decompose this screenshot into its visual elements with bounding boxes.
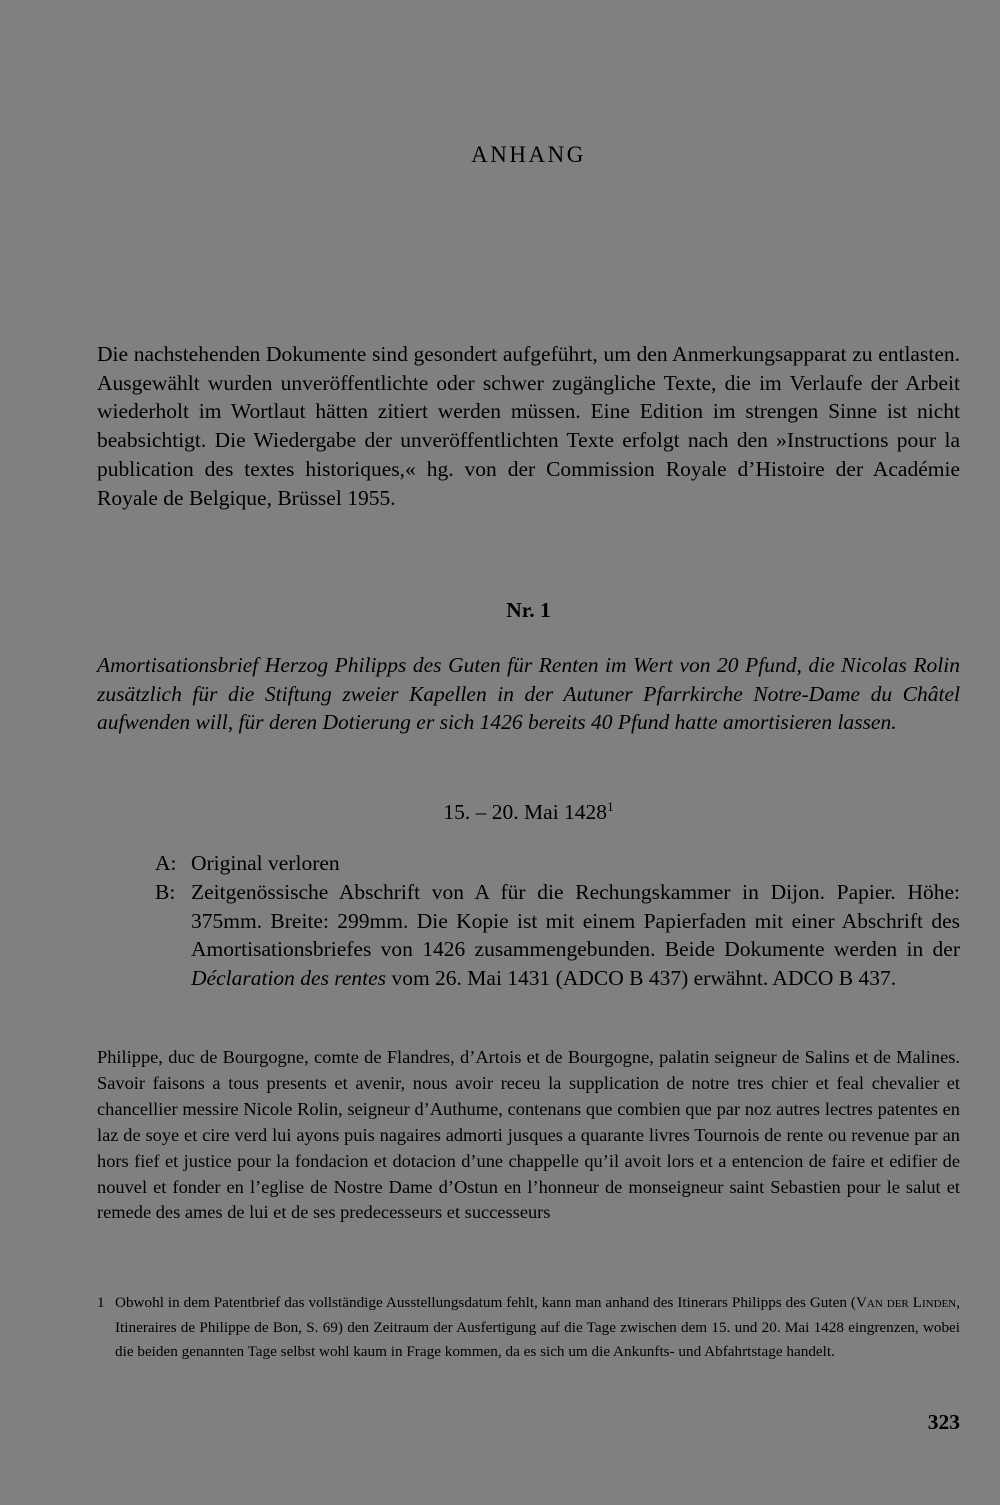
- footnote-text-part-2: , Itineraires de Philippe de Bon, S. 69) den Zeitraum der Ausfertigung auf die Tage zwischen dem 15. und 20. Mai 1428 eingrenzen, wobei die beiden genannten Tage selbst wohl kaum in Frage kommen, da es sich um die Ankunfts- und Abfahrtstage handelt.: [115, 1294, 960, 1361]
- witness-b-italic-title: Déclaration des rentes: [191, 966, 387, 991]
- footnote-author: Van der Linden: [855, 1294, 957, 1311]
- witness-b-text: [191, 878, 960, 993]
- document-number: Nr. 1: [506, 598, 551, 622]
- witness-b-siglum: B:: [155, 879, 176, 904]
- footnote-text: [115, 1291, 960, 1365]
- document-body-text: Philippe, duc de Bourgogne, comte de Flandres, d’Artois et de Bourgogne, palatin seigneur de Salins et de Malines. Savoir faisons a tous presents et avenir, nous avoir receu la supplication de notre tres chier et feal chevalier et chancellier messire Nicole Rolin, seigneur d’Authume, contenans que combien que par noz autres lectres patentes en laz de soye et cire verd lui ayons puis nagaires admorti jusques a quarante livres Tournois de rente ou revenue par an hors fief et justice pour la fondacion et dotacion d’une chappelle qu’il avoit lors et a entencion de faire et edifier de nouvel et fonder en l’eglise de Nostre Dame d’Ostun en l’honneur de monseigneur saint Sebastien pour le salut et remede des ames de lui et de ses predecesseurs et successeurs: [97, 1047, 960, 1223]
- footnote-number: 1: [97, 1294, 105, 1311]
- footnote-text-part-1: Obwohl in dem Patentbrief das vollständige Ausstellungsdatum fehlt, kann man anhand des Itinerars Philipps des Guten (: [115, 1294, 856, 1311]
- witness-b-text-part-2: vom 26. Mai 1431 (ADCO B 437) erwähnt. ADCO B 437.: [386, 966, 897, 991]
- witness-b: [155, 878, 960, 993]
- footnote-reference: 1: [607, 799, 614, 814]
- document-date: [97, 800, 960, 825]
- book-page: [97, 0, 960, 1505]
- witness-a-text: Original verloren: [191, 851, 340, 875]
- document-date-text: 15. – 20. Mai 1428: [443, 800, 608, 824]
- footnote: [97, 1291, 960, 1365]
- intro-paragraph: Die nachstehenden Dokumente sind gesondert aufgeführt, um den Anmerkungsapparat zu entlasten. Ausgewählt wurden unveröffentlichte oder schwer zugängliche Texte, die im Verlaufe der Arbeit wiederholt im Wortlaut hätten zitiert werden müssen. Eine Edition im strengen Sinne ist nicht beabsichtigt. Die Wiedergabe der unveröffentlichten Texte erfolgt nach den »Instructions pour la publication des textes historiques,« hg. von der Commission Royale d’Histoire der Académie Royale de Belgique, Brüssel 1955.: [97, 342, 960, 510]
- page-number: 323: [927, 1410, 960, 1434]
- witness-b-text-part-1: Zeitgenössische Abschrift von A für die Rechungskammer in Dijon. Papier. Höhe: 375mm. Breite: 299mm. Die Kopie ist mit einem Papierfaden mit einer Abschrift des Amortisationsbriefes von 1426 zusammengebunden. Beide Dokumente werden in der: [191, 879, 960, 962]
- witness-list: [155, 849, 960, 993]
- document-title: Amortisationsbrief Herzog Philipps des Guten für Renten im Wert von 20 Pfund, die Nicolas Rolin zusätzlich für die Stiftung zweier Kapellen in der Autuner Pfarrkirche Notre-Dame du Châtel aufwenden will, für deren Dotierung er sich 1426 bereits 40 Pfund hatte amortisieren lassen.: [97, 653, 960, 734]
- witness-a-siglum: A:: [155, 851, 177, 875]
- witness-a: [155, 849, 960, 878]
- section-heading: ANHANG: [471, 142, 586, 167]
